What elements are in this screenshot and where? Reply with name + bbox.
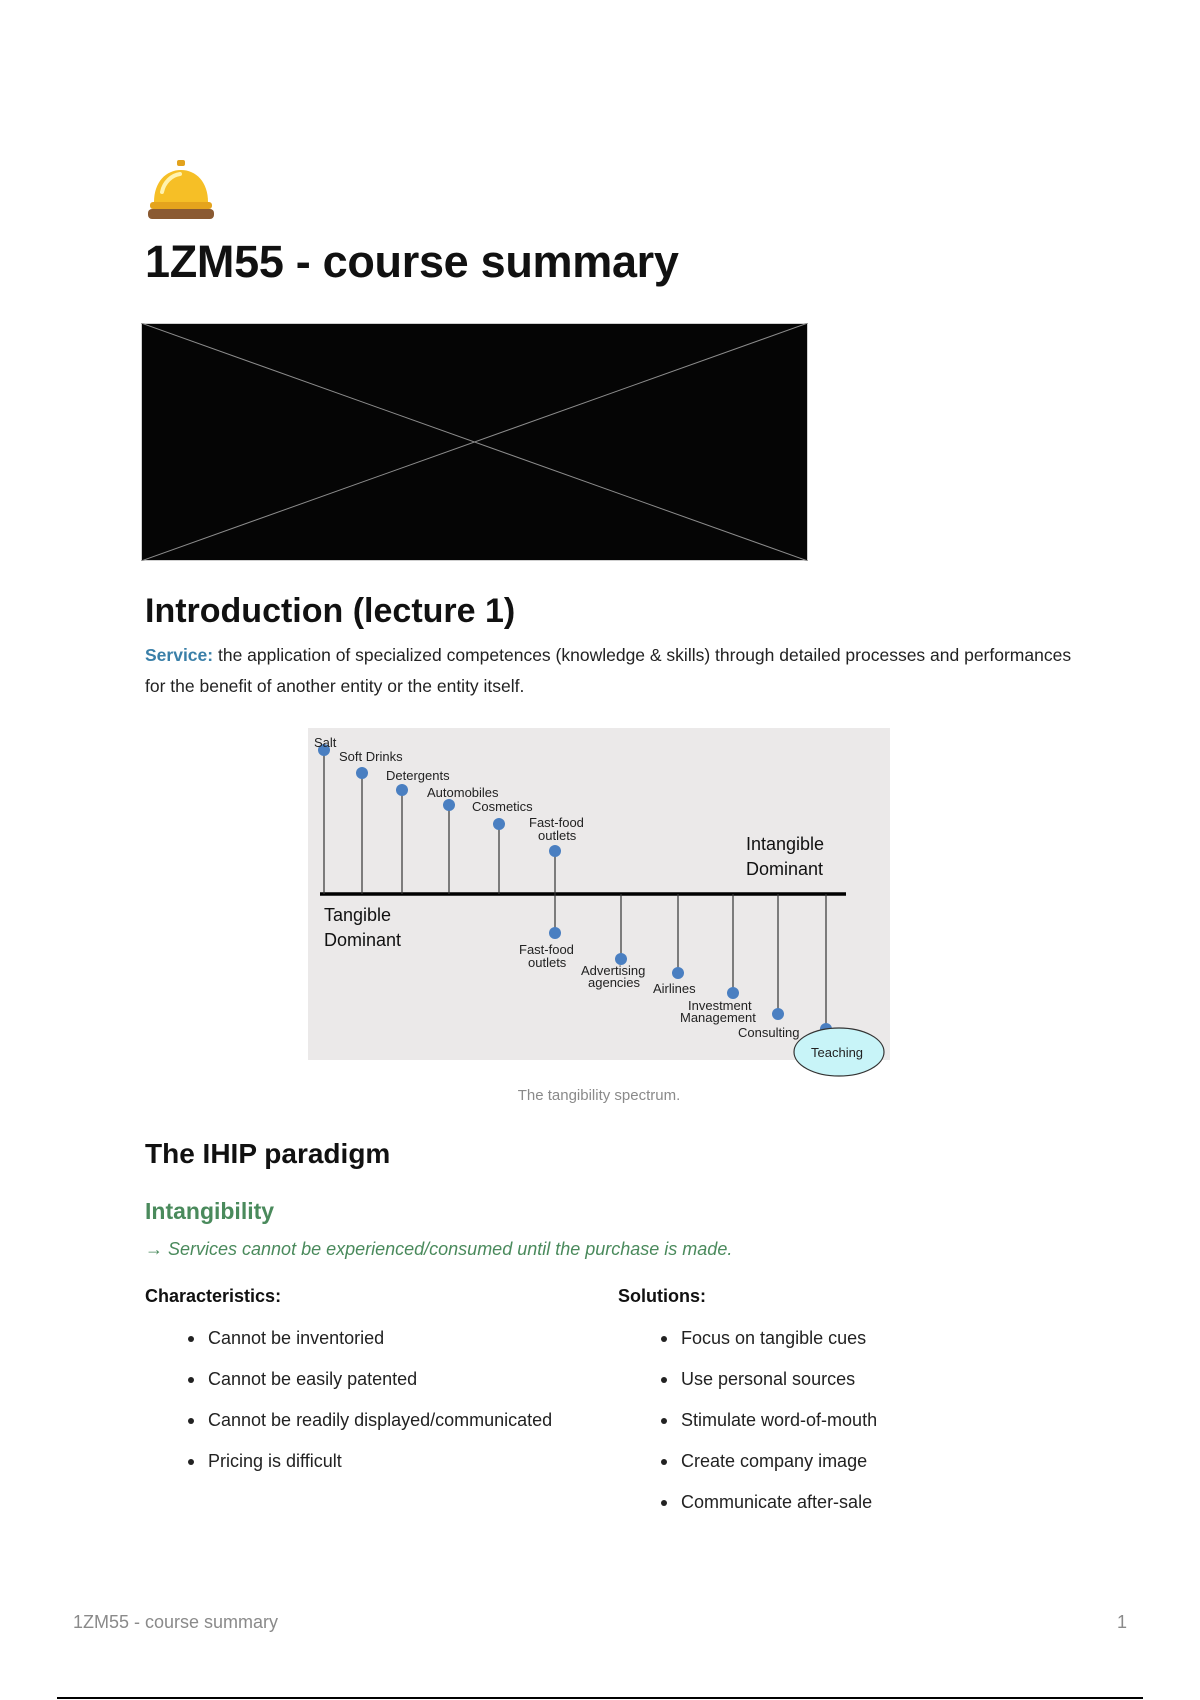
spectrum-item-label: Investment <box>688 998 752 1013</box>
intangible-dominant-label: Dominant <box>746 859 824 879</box>
list-item: Cannot be easily patented <box>145 1363 552 1404</box>
spectrum-item-label: Airlines <box>653 981 696 996</box>
page-divider <box>57 1697 1143 1699</box>
service-definition-text: the application of specialized competences (knowledge & skills) through detailed processes and performances for the benefit of another entity or the entity itself. <box>145 645 1072 696</box>
solutions-list <box>618 1322 877 1527</box>
list-item: Create company image <box>618 1445 877 1486</box>
list-item: Focus on tangible cues <box>618 1322 877 1363</box>
characteristics-list <box>145 1322 552 1486</box>
intangible-dominant-label: Intangible <box>746 834 825 854</box>
spectrum-item-label: outlets <box>538 828 577 843</box>
bellhop-bell-icon <box>146 158 216 222</box>
spectrum-item-label: Soft Drinks <box>339 749 403 764</box>
tangible-dominant-label: Tangible <box>324 905 392 925</box>
list-item: Cannot be inventoried <box>145 1322 552 1363</box>
spectrum-item-label: outlets <box>528 955 567 970</box>
intangibility-note: → Services cannot be experienced/consumed until the purchase is made. <box>145 1239 733 1259</box>
service-definition <box>145 640 1075 702</box>
tangibility-spectrum-figure <box>308 728 890 1080</box>
spectrum-item-label: Consulting <box>738 1025 800 1040</box>
spectrum-item-label: Cosmetics <box>472 799 533 814</box>
subheading-intangibility: Intangibility <box>145 1198 275 1224</box>
spectrum-item-label: Automobiles <box>427 785 499 800</box>
spectrum-item-label: Teaching <box>811 1045 864 1060</box>
spectrum-item-label: Advertising <box>581 963 646 978</box>
characteristics-heading: Characteristics: <box>145 1286 282 1306</box>
cover-image-placeholder <box>141 323 808 561</box>
tangible-dominant-label: Dominant <box>324 930 402 950</box>
spectrum-item-label: Fast-food <box>519 942 574 957</box>
figure-caption: The tangibility spectrum. <box>517 1087 681 1104</box>
spectrum-item-label: Fast-food <box>529 815 584 830</box>
page-number: 1 <box>1116 1612 1127 1632</box>
section-heading-introduction: Introduction (lecture 1) <box>145 592 516 630</box>
section-heading-ihip: The IHIP paradigm <box>145 1138 391 1169</box>
service-term: Service: <box>145 645 214 665</box>
list-item: Use personal sources <box>618 1363 877 1404</box>
footer-title: 1ZM55 - course summary <box>73 1612 279 1632</box>
spectrum-item-label: agencies <box>588 975 641 990</box>
solutions-heading: Solutions: <box>618 1286 706 1306</box>
list-item: Communicate after-sale <box>618 1486 877 1527</box>
list-item: Cannot be readily displayed/communicated <box>145 1404 552 1445</box>
page-title: 1ZM55 - course summary <box>145 236 679 287</box>
spectrum-item-label: Management <box>680 1010 756 1025</box>
spectrum-item-label: Detergents <box>386 768 450 783</box>
list-item: Pricing is difficult <box>145 1445 552 1486</box>
list-item: Stimulate word-of-mouth <box>618 1404 877 1445</box>
spectrum-item-label: Salt <box>314 735 337 750</box>
